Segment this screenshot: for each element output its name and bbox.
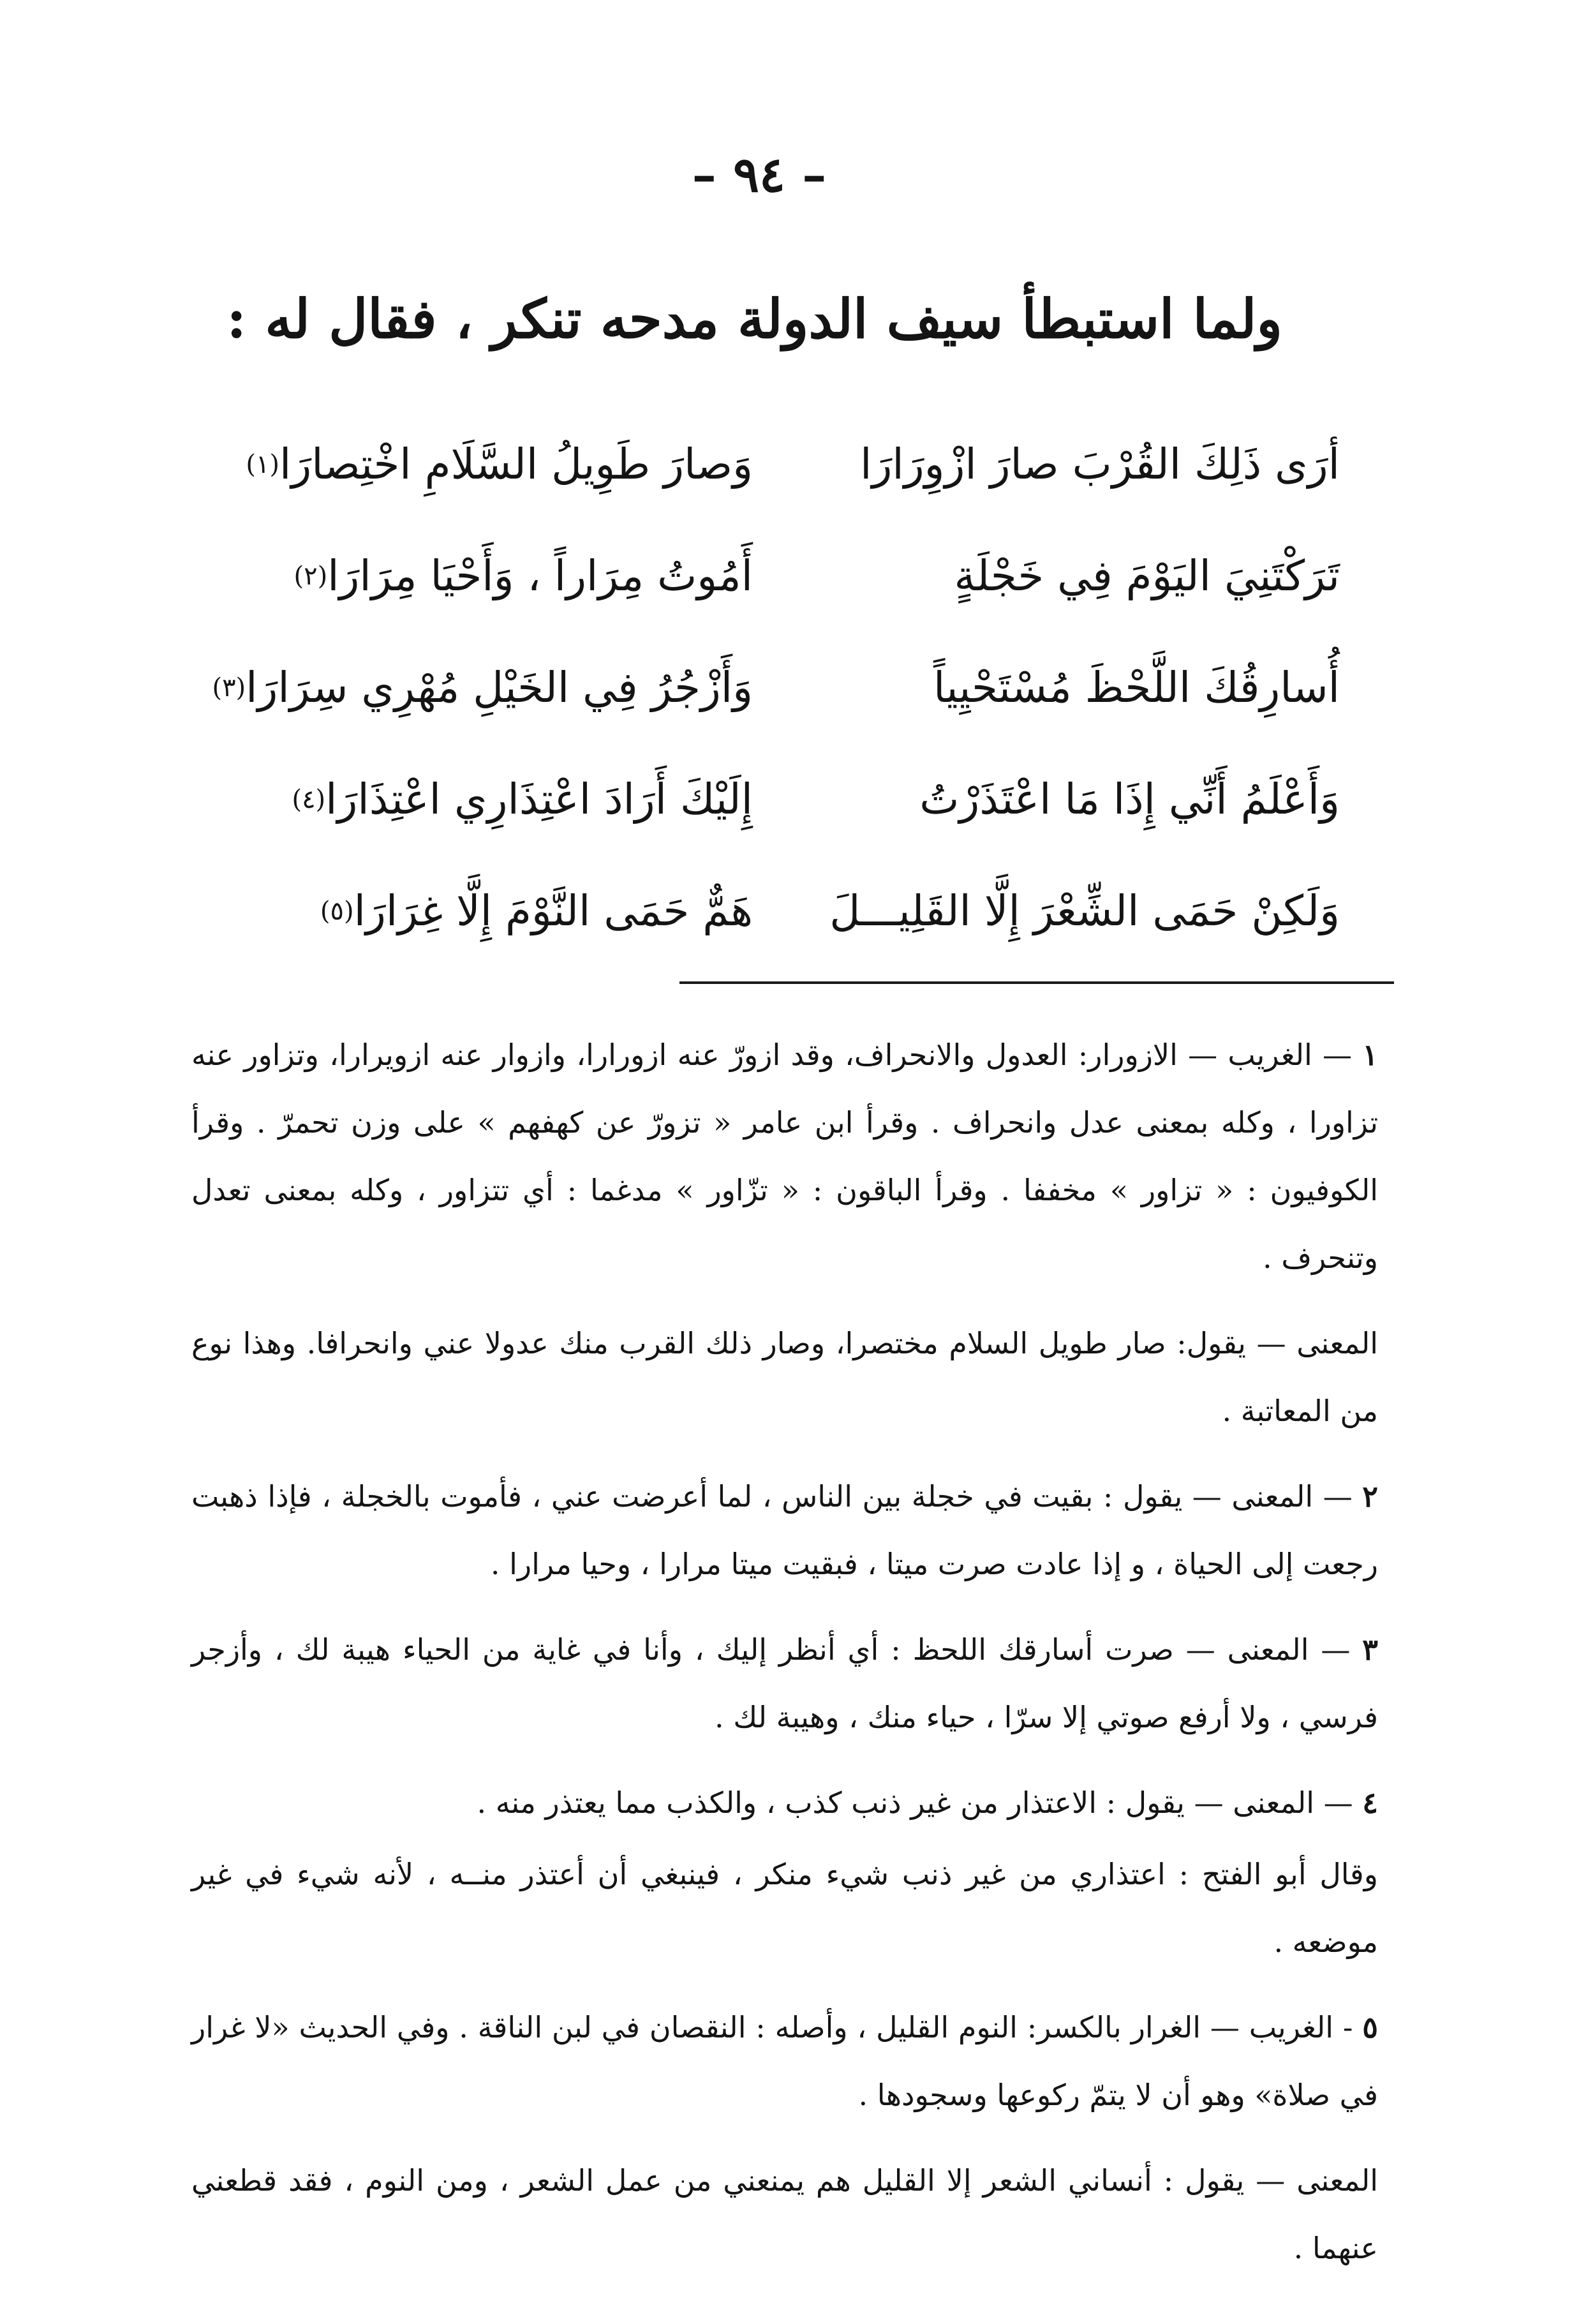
verse-second-hemistich xyxy=(191,520,753,632)
verse-text: هَمٌّ حَمَى النَّوْمَ إِلَّا غِرَارَا xyxy=(353,886,753,935)
verse-line xyxy=(191,520,1340,632)
page-number: – ٩٤ – xyxy=(692,145,827,203)
verse-first-hemistich xyxy=(778,408,1340,520)
footnote-text: — الغريب — الازورار: العدول والانحراف، وقد ازورّ عنه ازورارا، وازوار عنه ازويرارا، وتزاور عنه تزاورا ، وكله بمعنى عدل وانحراف . وقرأ ابن عامر « تزورّ عن كهفهم » على وزن تحمرّ . وقرأ الكوفيون : « تزاور » مخففا . وقرأ الباقون : « تزّاور » مدغما : أي تتزاور ، وكله بمعنى تعدل وتنحرف . xyxy=(191,1038,1378,1275)
verse-second-hemistich xyxy=(191,632,753,743)
verse-text: وَأَزْجُرُ فِي الخَيْلِ مُهْرِي سِرَارَا xyxy=(246,663,753,712)
verse-text: إِلَيْكَ أَرَادَ اعْتِذَارِي اعْتِذَارَا xyxy=(325,775,753,824)
verse-text: وَلَكِنْ حَمَى الشِّعْرَ إِلَّا القَلِيـــلَ xyxy=(829,886,1340,935)
verse-text: أُسارِقُكَ اللَّحْظَ مُسْتَحْيِياً xyxy=(933,663,1340,712)
footnotes xyxy=(191,1021,1378,2300)
footnote-number: ٥ xyxy=(1362,2010,1378,2045)
footnote-number: ٣ xyxy=(1362,1632,1378,1667)
verse-second-hemistich xyxy=(191,743,753,855)
verse-second-hemistich xyxy=(191,855,753,967)
footnote-text: المعنى — يقول: صار طويل السلام مختصرا، وصار ذلك القرب منك عدولا عني وانحرافا. وهذا نوع من المعاتبة . xyxy=(191,1326,1378,1428)
footnote xyxy=(191,1840,1378,1976)
footnote-number: ١ xyxy=(1362,1038,1378,1072)
poem-heading: ولما استبطأ سيف الدولة مدحه تنكر ، فقال له : xyxy=(226,287,1282,350)
verse-text: أرَى ذَلِكَ القُرْبَ صارَ ازْوِرَارَا xyxy=(860,440,1340,489)
footnote-text: المعنى — يقول : أنساني الشعر إلا القليل هم يمنعني من عمل الشعر ، ومن النوم ، فقد قطعني عنهما . xyxy=(191,2163,1378,2265)
verse-first-hemistich xyxy=(778,520,1340,632)
footnote xyxy=(191,1616,1378,1751)
verse-first-hemistich xyxy=(778,632,1340,743)
footnote-marker: (٢) xyxy=(293,561,328,591)
poem-verses xyxy=(191,408,1340,967)
verse-first-hemistich xyxy=(778,855,1340,967)
footnote xyxy=(191,1463,1378,1598)
verse-line xyxy=(191,743,1340,855)
footnote-number: ٤ xyxy=(1362,1785,1378,1820)
footnote-marker: (٥) xyxy=(320,896,354,926)
verse-text: تَرَكْتَنِيَ اليَوْمَ فِي خَجْلَةٍ xyxy=(954,551,1340,600)
footnote-text: وقال أبو الفتح : اعتذاري من غير ذنب شيء منكر ، فينبغي أن أعتذر منــه ، لأنه شيء في غير موضعه . xyxy=(191,1857,1378,1959)
footnote-marker: (١) xyxy=(246,449,280,479)
verse-line xyxy=(191,855,1340,967)
verse-second-hemistich xyxy=(191,408,753,520)
verse-line xyxy=(191,632,1340,743)
footnote-text: — المعنى — صرت أسارقك اللحظ : أي أنظر إليك ، وأنا في غاية من الحياء هيبة لك ، وأزجر فرسي ، ولا أرفع صوتي إلا سرّا ، حياء منك ، وهيبة لك . xyxy=(191,1632,1378,1734)
footnote-divider xyxy=(679,981,1394,984)
verse-first-hemistich xyxy=(778,743,1340,855)
footnote-text: — المعنى — يقول : بقيت في خجلة بين الناس ، لما أعرضت عني ، فأموت بالخجلة ، فإذا ذهبت رجعت إلى الحياة ، و إذا عادت صرت ميتا ، فبقيت ميتا مرارا ، وحيا مرارا . xyxy=(191,1479,1378,1581)
footnote xyxy=(191,1309,1378,1445)
verse-line xyxy=(191,408,1340,520)
footnote-text: — المعنى — يقول : الاعتذار من غير ذنب كذب ، والكذب مما يعتذر منه . xyxy=(477,1785,1363,1820)
verse-text: أَمُوتُ مِرَاراً ، وَأَحْيَا مِرَارَا xyxy=(327,551,753,600)
footnote-number: ٢ xyxy=(1362,1479,1378,1514)
verse-text: وَأَعْلَمُ أَنِّي إِذَا مَا اعْتَذَرْتُ xyxy=(919,775,1340,824)
footnote xyxy=(191,1021,1378,1292)
footnote-text: - الغريب — الغرار بالكسر: النوم القليل ، وأصله : النقصان في لبن الناقة . وفي الحديث «لا غرار في صلاة» وهو أن لا يتمّ ركوعها وسجودها . xyxy=(191,2010,1378,2112)
footnote xyxy=(191,1769,1378,1836)
footnote-marker: (٤) xyxy=(292,784,326,814)
verse-text: وَصارَ طَوِيلُ السَّلَامِ اخْتِصارَا xyxy=(279,440,753,489)
footnote-marker: (٣) xyxy=(212,673,246,703)
footnote xyxy=(191,2147,1378,2282)
footnote xyxy=(191,1993,1378,2129)
